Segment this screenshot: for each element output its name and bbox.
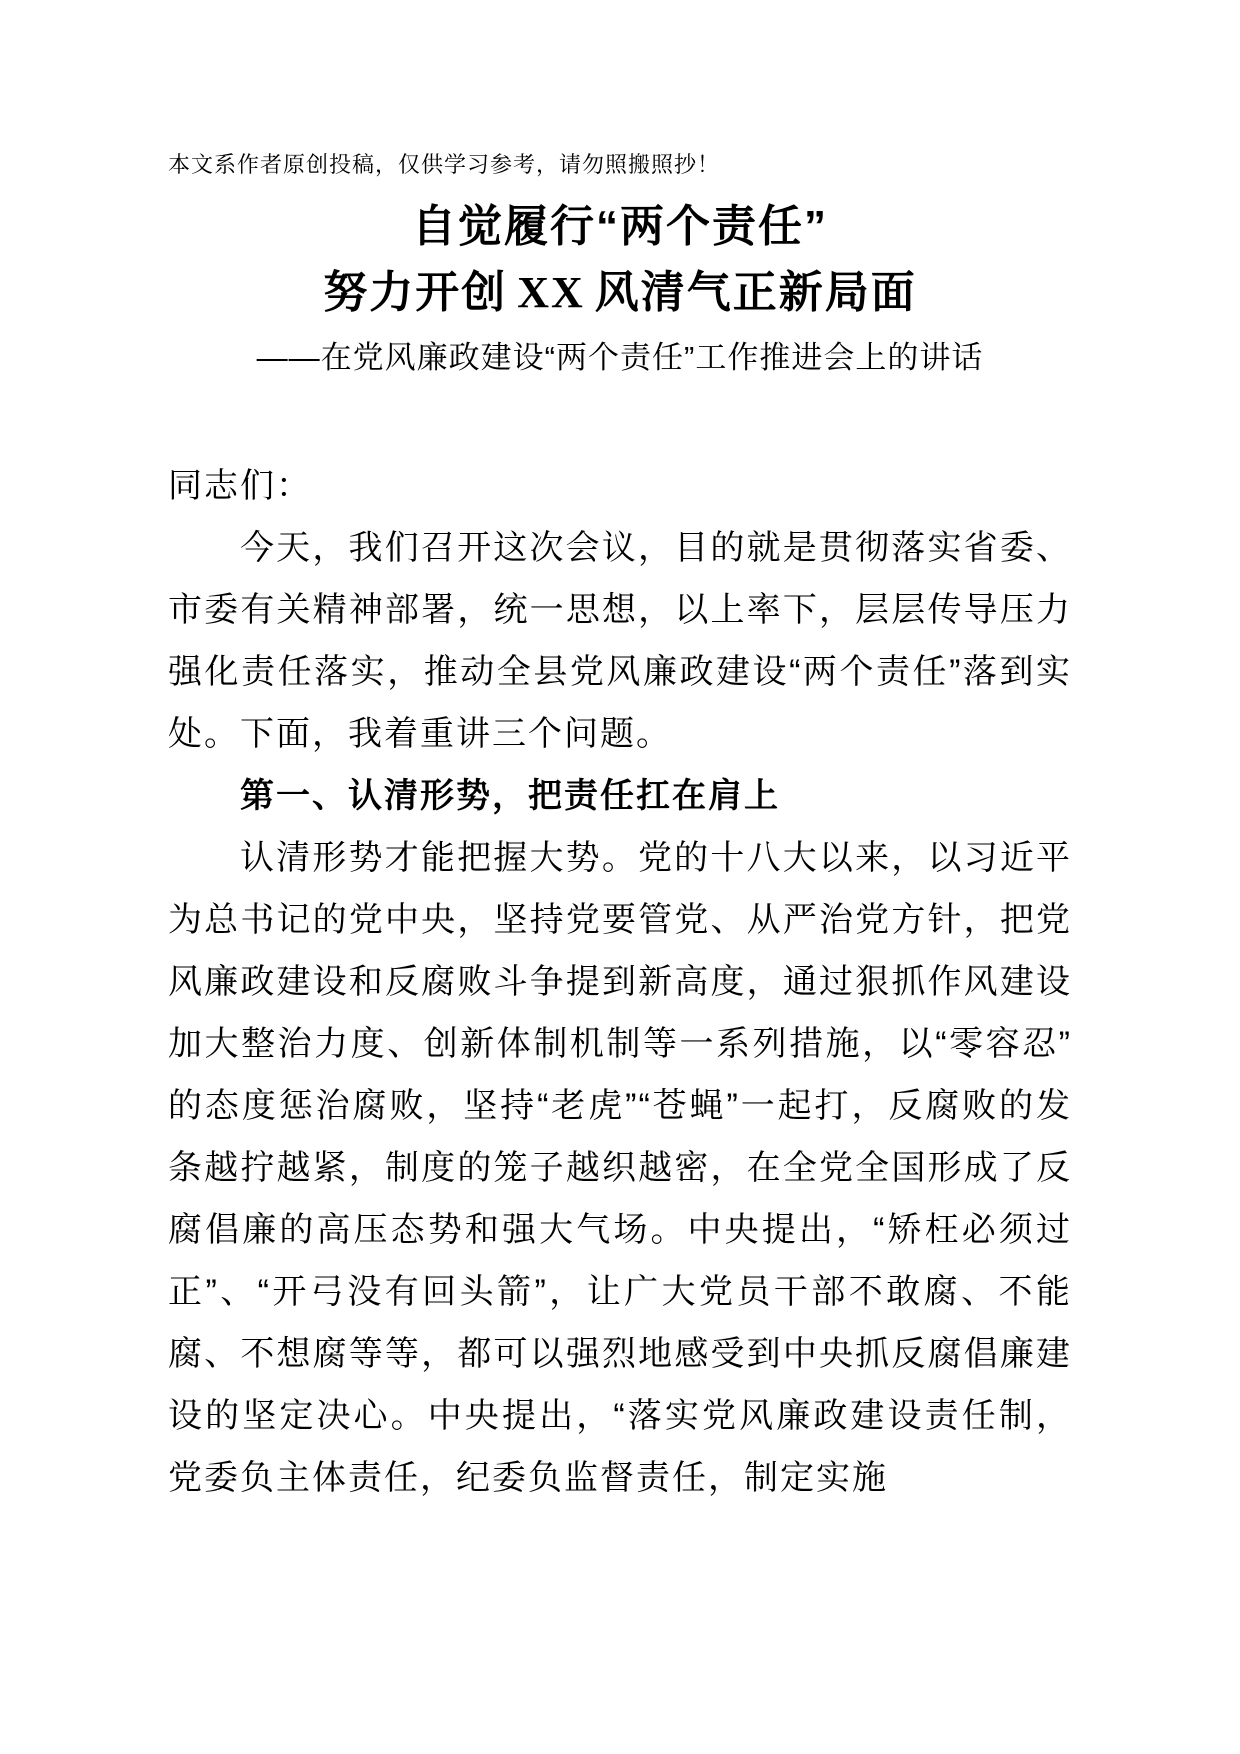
paragraph-section-1-body: 认清形势才能把握大势。党的十八大以来，以习近平为总书记的党中央，坚持党要管党、从严治党方针，把党风廉政建设和反腐败斗争提到新高度，通过狠抓作风建设加大整治力度、创新体制机制等一系列措施，以“零容忍”的态度惩治腐败，坚持“老虎”“苍蝇”一起打，反腐败的发条越拧越紧，制度的笼子越织越密，在全党全国形成了反腐倡廉的高压态势和强大气场。中央提出，“矫枉必须过正”、“开弓没有回头箭”，让广大党员干部不敢腐、不能腐、不想腐等等，都可以强烈地感受到中央抓反腐倡廉建设的坚定决心。中央提出，“落实党风廉政建设责任制，党委负主体责任，纪委负监督责任，制定实施 xyxy=(168,839,1072,1497)
document-title xyxy=(168,194,1072,326)
title-line-2-placeholder: XX xyxy=(517,268,585,317)
title-line-2-prefix: 努力开创 xyxy=(323,268,508,317)
document-subtitle: ——在党风廉政建设“两个责任”工作推进会上的讲话 xyxy=(256,340,984,375)
title-line-1: 自觉履行“两个责任” xyxy=(412,202,828,251)
section-heading-1: 第一、认清形势，把责任扛在肩上 xyxy=(240,777,780,815)
paragraph-intro: 今天，我们召开这次会议，目的就是贯彻落实省委、市委有关精神部署，统一思想，以上率下，层层传导压力强化责任落实，推动全县党风廉政建设“两个责任”落到实处。下面，我着重讲三个问题。 xyxy=(168,529,1072,753)
title-line-2 xyxy=(168,260,1072,326)
disclaimer-text: 本文系作者原创投稿，仅供学习参考，请勿照搬照抄！ xyxy=(168,152,721,177)
salutation: 同志们： xyxy=(168,467,312,505)
title-line-2-suffix: 风清气正新局面 xyxy=(594,268,917,317)
document-body xyxy=(168,455,1072,1509)
